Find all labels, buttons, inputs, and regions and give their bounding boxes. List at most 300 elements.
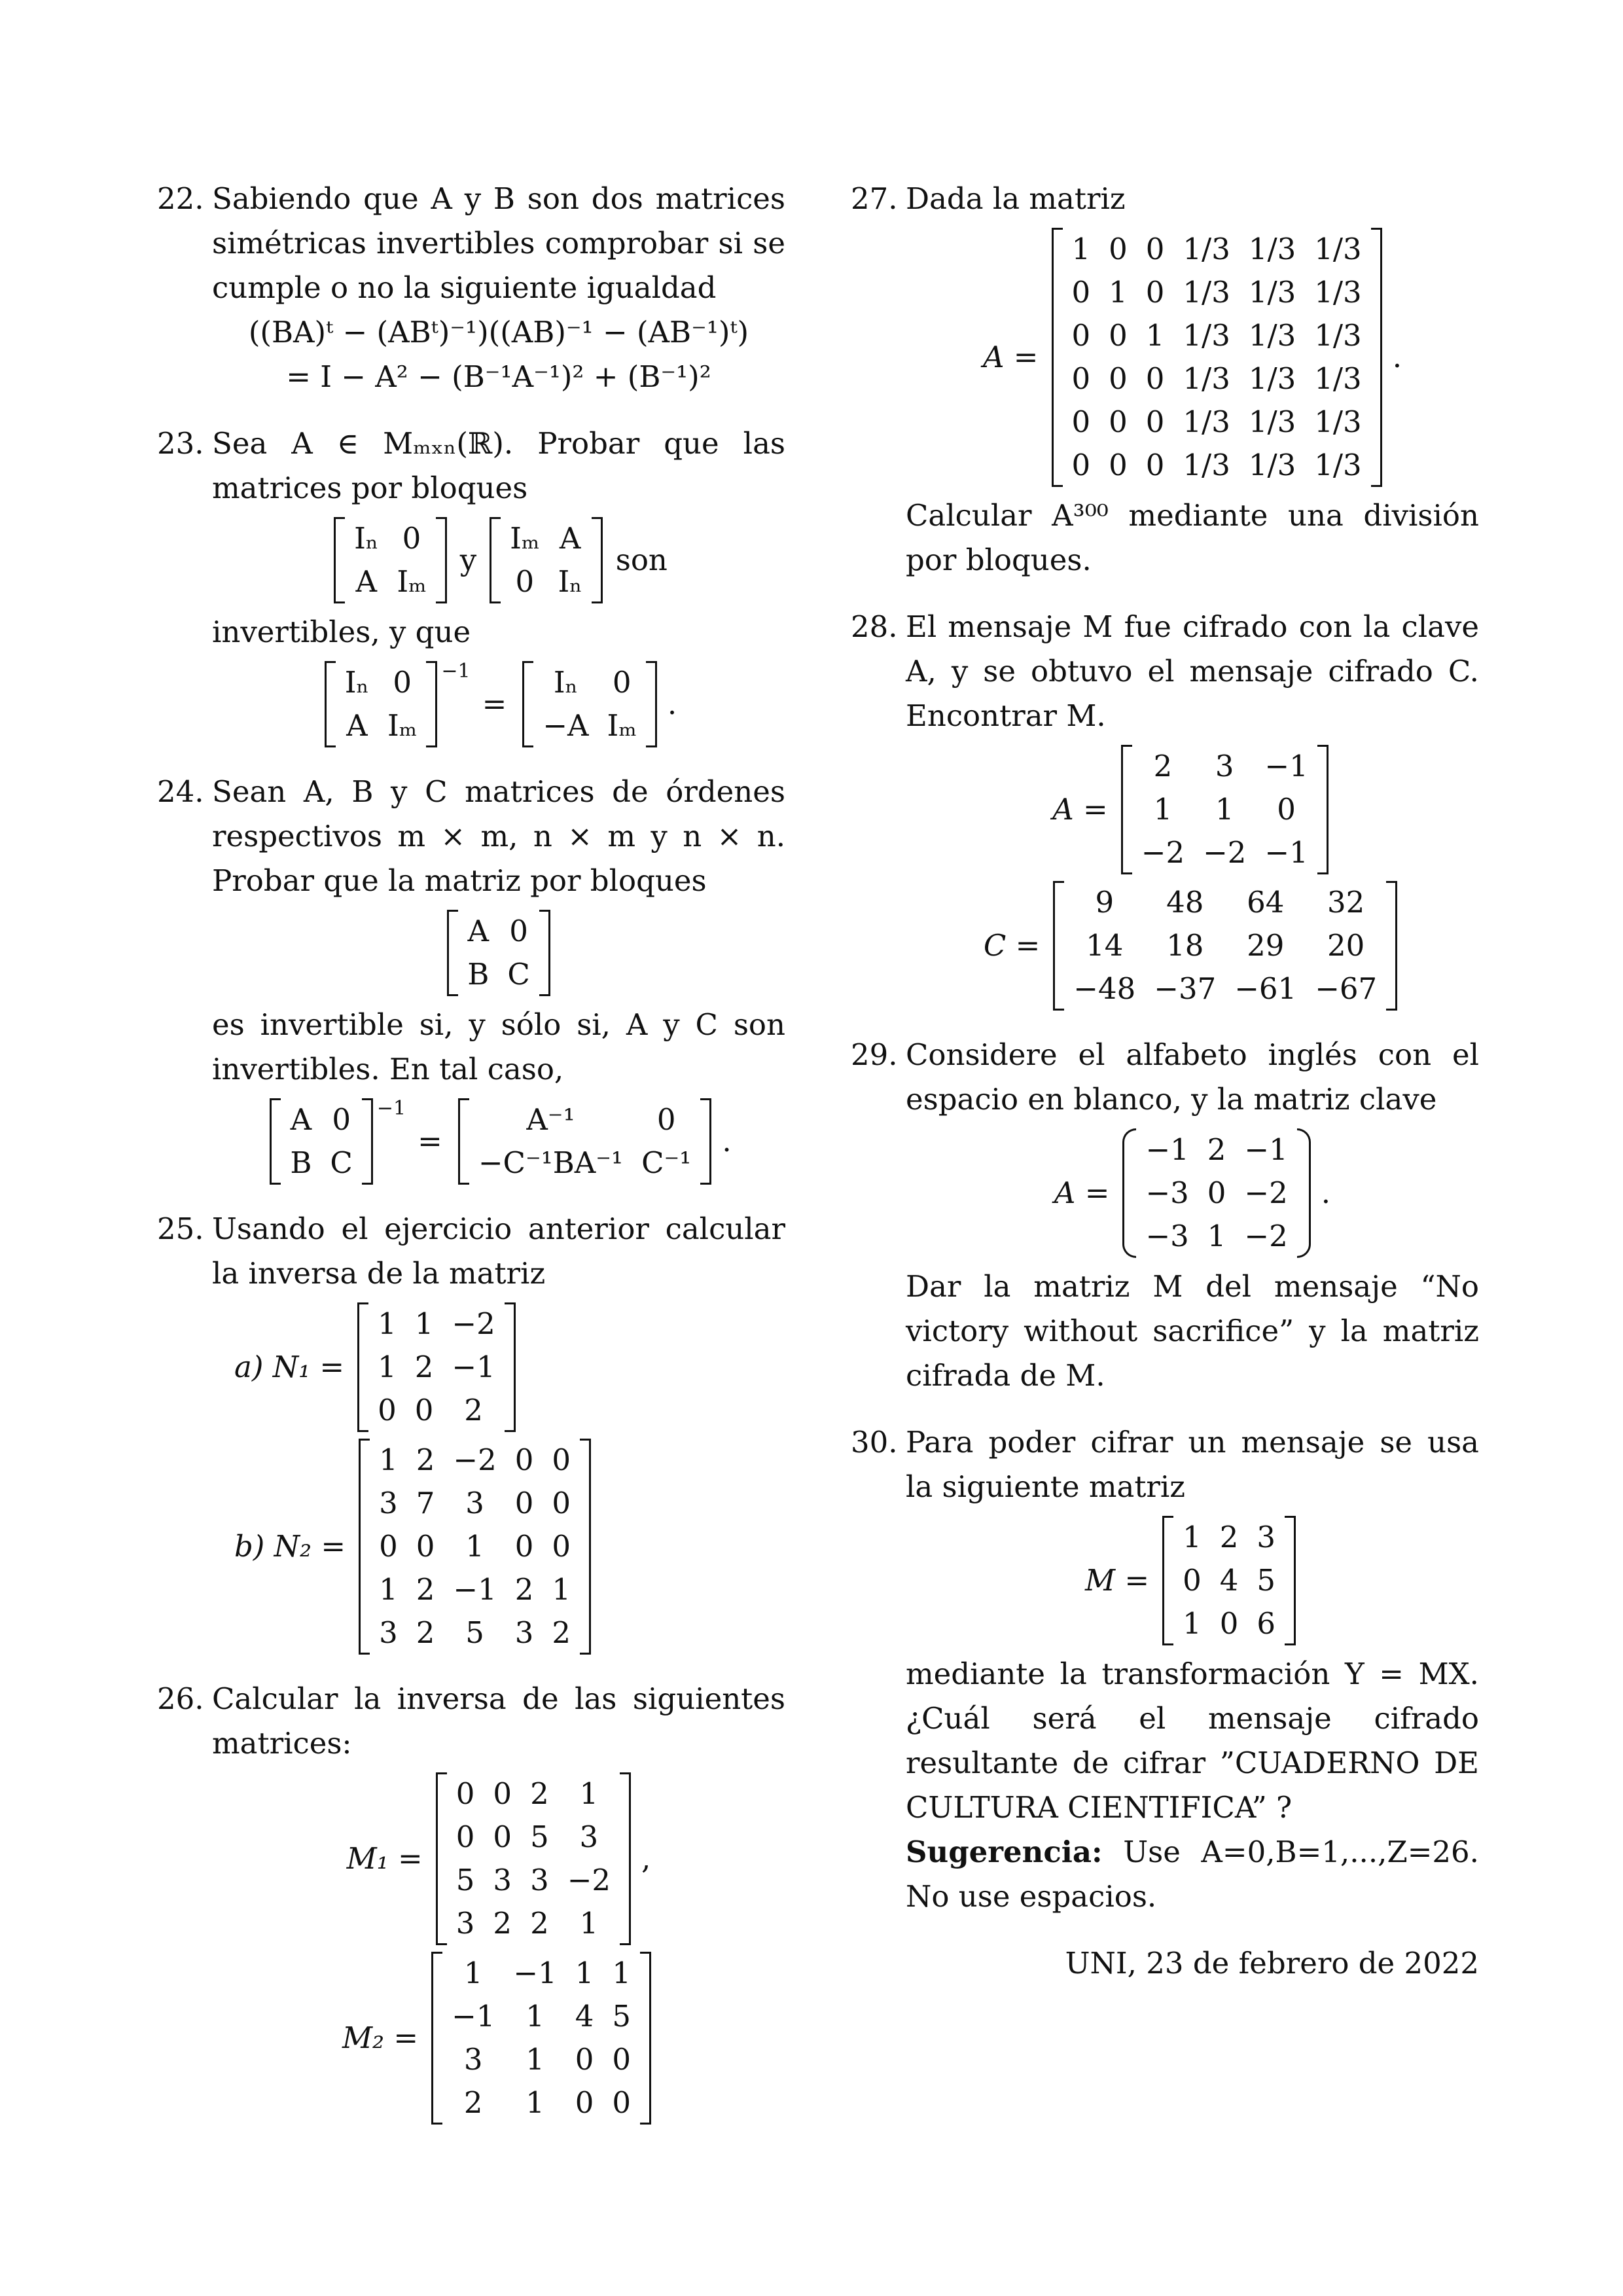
matrix-cell: 0 — [1071, 275, 1091, 310]
matrix-cell: 2 — [414, 1350, 434, 1384]
matrix-row — [368, 1346, 505, 1389]
matrix-cell: 5 — [455, 1863, 475, 1897]
matrix-cell: 3 — [1257, 1520, 1275, 1554]
matrix-a — [906, 1128, 1479, 1258]
matrix-cell: 1/3 — [1248, 361, 1296, 396]
matrix-cell: 0 — [1109, 361, 1128, 396]
matrix-cell: 0 — [1109, 232, 1128, 266]
matrix-grid — [1132, 745, 1317, 874]
matrix-cell: −1 — [453, 1572, 497, 1607]
matrix-row — [1132, 745, 1317, 788]
inverse-equation: Iₙ 0 A Iₘ −1 = Iₙ 0 −A Iₘ . — [212, 661, 785, 747]
equation-line-1: ((BA)ᵗ − (ABᵗ)⁻¹)((AB)⁻¹ − (AB⁻¹)ᵗ) — [248, 315, 749, 350]
matrix-cell: 7 — [416, 1486, 435, 1520]
matrix-cell: 1 — [612, 1956, 632, 1990]
matrix-cell: 6 — [1257, 1606, 1275, 1641]
matrix-cell: 0 — [493, 1820, 512, 1854]
matrix-cell: −A — [543, 708, 589, 743]
problem-number: 28. — [851, 609, 898, 644]
matrix-cell: −1 — [1145, 1132, 1189, 1167]
matrix-cell: 0 — [1109, 318, 1128, 353]
matrix-cell: 1 — [379, 1572, 398, 1607]
matrix-cell: 3 — [455, 1906, 475, 1941]
matrix-cell: Iₘ — [607, 708, 637, 743]
matrix-row — [458, 910, 539, 953]
matrix-cell: −67 — [1315, 971, 1378, 1006]
matrix-cell: 0 — [514, 1443, 534, 1477]
matrix-row — [336, 661, 427, 704]
matrix-cell: 0 — [509, 914, 528, 948]
matrix-cell: 0 — [515, 564, 535, 599]
matrix-cell: 1/3 — [1183, 232, 1230, 266]
matrix-cell: 2 — [1219, 1520, 1239, 1554]
matrix-row — [281, 1098, 362, 1141]
matrix-cell: 0 — [393, 665, 412, 700]
matrix-cell: 20 — [1327, 928, 1365, 963]
hint-label: Sugerencia: — [906, 1835, 1103, 1869]
matrix-cell: 64 — [1247, 885, 1285, 920]
matrix-cell: 3 — [379, 1486, 398, 1520]
matrix-grid — [469, 1098, 701, 1185]
matrix-cell: C — [507, 957, 530, 992]
matrix-cell: A — [290, 1102, 312, 1137]
matrix-m — [906, 1516, 1479, 1645]
matrix-cell: −2 — [452, 1306, 495, 1341]
matrix-cell: 5 — [465, 1615, 484, 1650]
matrix-row — [469, 1141, 701, 1185]
matrix-cell: −C⁻¹BA⁻¹ — [478, 1145, 624, 1180]
matrix-cell: 1/3 — [1314, 275, 1362, 310]
matrix-cell: 1 — [465, 1529, 484, 1564]
matrix-cell: 1 — [1215, 792, 1234, 827]
matrix-cell: 2 — [514, 1572, 534, 1607]
matrix — [522, 661, 657, 747]
matrix-cell: C⁻¹ — [641, 1145, 692, 1180]
matrix-cell: 1/3 — [1314, 232, 1362, 266]
equals-sign: = — [418, 1124, 442, 1158]
matrix-m1 — [212, 1772, 785, 1945]
matrix-cell: 1/3 — [1248, 275, 1296, 310]
matrix-cell: 0 — [612, 2042, 632, 2077]
matrix-cell: 4 — [1219, 1563, 1239, 1598]
footer-date: UNI, 23 de febrero de 2022 — [1065, 1946, 1479, 1981]
matrix-row — [442, 2038, 640, 2081]
matrix-cell: 1/3 — [1314, 318, 1362, 353]
matrix-row — [336, 704, 427, 747]
matrix-cell: 2 — [1153, 749, 1173, 783]
matrix-cell: −1 — [452, 1999, 495, 2034]
matrix-cell: 1 — [526, 2085, 544, 2120]
problem-text: invertibles, y que — [212, 615, 471, 649]
matrix-cell: 0 — [552, 1443, 571, 1477]
problem-number: 30. — [851, 1425, 898, 1460]
matrix-cell: 2 — [530, 1776, 549, 1811]
matrix-cell: 5 — [1257, 1563, 1275, 1598]
matrix-cell: 4 — [575, 1999, 594, 2034]
matrix-label: C = — [983, 928, 1041, 963]
matrix — [490, 517, 603, 603]
problem-27 — [851, 177, 1479, 583]
matrix-cell: 0 — [1145, 448, 1165, 482]
period: . — [667, 687, 677, 721]
problem-22 — [157, 177, 785, 399]
matrix-cell: 1 — [1071, 232, 1091, 266]
matrix-grid — [533, 661, 646, 747]
matrix-cell: A — [467, 914, 490, 948]
matrix-grid — [458, 910, 539, 996]
matrix-grid — [368, 1302, 505, 1432]
matrix — [270, 1098, 373, 1185]
matrix-cell: 0 — [402, 521, 421, 556]
matrix-cell: −37 — [1154, 971, 1217, 1006]
matrix-label: M = — [1084, 1563, 1150, 1598]
matrix-cell: −2 — [453, 1443, 497, 1477]
matrix-label: b) N₂ = — [234, 1529, 346, 1564]
block-matrix-display — [212, 910, 785, 996]
matrix-cell: 0 — [575, 2042, 594, 2077]
matrix-cell: 0 — [1145, 404, 1165, 439]
matrix-label: A = — [1052, 792, 1108, 827]
matrix-cell: Iₙ — [553, 665, 579, 700]
matrix-cell: Iₙ — [558, 564, 582, 599]
matrix-grid — [447, 1772, 620, 1945]
inverse-equation: A 0 B C −1 = A⁻¹ 0 −C⁻¹BA⁻¹ C⁻¹ . — [212, 1098, 785, 1185]
hint-text: Use A=0,B=1,...,Z=26. No use espacios. — [906, 1835, 1479, 1914]
matrix-cell: C — [330, 1145, 353, 1180]
matrix-row — [1136, 1172, 1296, 1215]
problem-text: Sabiendo que A y B son dos matrices simétricas invertibles comprobar si se cumple o no la siguiente igualdad — [212, 181, 785, 305]
matrix-grid — [1063, 228, 1371, 487]
matrix-cell: 18 — [1166, 928, 1204, 963]
matrix-cell: Iₙ — [344, 665, 370, 700]
matrix-row — [370, 1439, 580, 1482]
matrix-cell: 2 — [493, 1906, 512, 1941]
matrix-grid — [1064, 881, 1386, 1011]
matrix-cell: −2 — [1244, 1175, 1288, 1210]
matrix-row — [442, 1952, 640, 1995]
matrix-row — [458, 953, 539, 996]
matrix-cell: 0 — [378, 1393, 397, 1427]
matrix-cell: 1/3 — [1248, 232, 1296, 266]
matrix-row — [447, 1772, 620, 1816]
problem-26 — [157, 1677, 785, 2125]
matrix — [436, 1772, 631, 1945]
comma: , — [641, 1841, 651, 1876]
matrix-row — [442, 2081, 640, 2125]
matrix — [1122, 1128, 1310, 1258]
problem-number: 22. — [157, 181, 204, 216]
matrix-grid — [345, 517, 436, 603]
matrix-cell: 1 — [414, 1306, 434, 1341]
matrix-cell: 3 — [379, 1615, 398, 1650]
matrix-cell: 0 — [1183, 1563, 1202, 1598]
matrix-cell: 1 — [1109, 275, 1128, 310]
matrix-row — [469, 1098, 701, 1141]
matrix-row — [1136, 1215, 1296, 1258]
matrix-label: M₂ = — [342, 2020, 419, 2055]
matrix — [1162, 1516, 1296, 1645]
matrix-cell: 1/3 — [1183, 318, 1230, 353]
matrix-row — [1173, 1602, 1285, 1645]
matrix-n2 — [234, 1439, 785, 1655]
matrix-cell: 0 — [612, 2085, 632, 2120]
matrix-cell: 0 — [552, 1486, 571, 1520]
matrix-cell: 1/3 — [1314, 361, 1362, 396]
matrix-cell: 1/3 — [1183, 404, 1230, 439]
matrix-cell: 1/3 — [1314, 448, 1362, 482]
matrix-row — [533, 704, 646, 747]
matrix — [1121, 745, 1329, 874]
matrix-cell: 0 — [1071, 361, 1091, 396]
matrix-row — [1173, 1516, 1285, 1559]
matrix-row — [501, 517, 592, 560]
period: . — [1392, 340, 1402, 374]
matrix-cell: 5 — [530, 1820, 549, 1854]
matrix-cell: 0 — [416, 1529, 435, 1564]
matrix-row — [533, 661, 646, 704]
matrix-cell: Iₙ — [354, 521, 379, 556]
matrix-cell: 1 — [1153, 792, 1173, 827]
matrix-cell: −2 — [567, 1863, 611, 1897]
problem-number: 26. — [157, 1681, 204, 1716]
matrix-cell: 2 — [552, 1615, 571, 1650]
matrix-cell: 0 — [379, 1529, 398, 1564]
matrix-cell: A — [355, 564, 377, 599]
period: . — [1321, 1175, 1331, 1210]
matrix-cell: 1/3 — [1248, 404, 1296, 439]
matrix-row — [1064, 924, 1386, 967]
equation-line-2: = I − A² − (B⁻¹A⁻¹)² + (B⁻¹)² — [286, 359, 711, 394]
matrix-cell: A — [346, 708, 368, 743]
matrix-cell: 3 — [514, 1615, 534, 1650]
matrix-cell: −1 — [1264, 835, 1308, 870]
matrix-cell: 0 — [414, 1393, 434, 1427]
block-matrices-display — [212, 517, 785, 603]
matrix-cell: 0 — [455, 1776, 475, 1811]
matrix-cell: −1 — [1244, 1132, 1288, 1167]
matrix-cell: 0 — [1071, 448, 1091, 482]
problem-29 — [851, 1033, 1479, 1398]
matrix-cell: 1 — [575, 1956, 594, 1990]
matrix — [458, 1098, 712, 1185]
matrix-cell: 1 — [579, 1776, 599, 1811]
matrix-cell: 1/3 — [1183, 275, 1230, 310]
matrix-cell: 1/3 — [1248, 448, 1296, 482]
problem-text: Usando el ejercicio anterior calcular la inversa de la matriz — [212, 1211, 785, 1291]
problem-text: Calcular la inversa de las siguientes matrices: — [212, 1681, 785, 1761]
matrix-cell: 1 — [1183, 1520, 1202, 1554]
hint — [906, 1830, 1479, 1919]
matrix-label: M₁ = — [346, 1841, 423, 1876]
matrix-row — [370, 1482, 580, 1525]
matrix-cell: −2 — [1141, 835, 1185, 870]
problem-text: Para poder cifrar un mensaje se usa la siguiente matriz — [906, 1425, 1479, 1504]
matrix — [325, 661, 438, 747]
matrix-cell: Iₘ — [387, 708, 418, 743]
matrix-cell: −48 — [1073, 971, 1136, 1006]
conjunction-text: y — [459, 543, 477, 577]
matrix-label: A = — [982, 340, 1039, 374]
matrix-cell: 0 — [552, 1529, 571, 1564]
problem-number: 24. — [157, 774, 204, 809]
matrix-cell: −3 — [1145, 1175, 1189, 1210]
matrix-cell: 0 — [1219, 1606, 1239, 1641]
matrix-cell: −1 — [513, 1956, 557, 1990]
matrix — [357, 1302, 516, 1432]
matrix-row — [501, 560, 592, 603]
matrix-cell: B — [467, 957, 490, 992]
matrix-cell: 0 — [1109, 448, 1128, 482]
matrix — [431, 1952, 651, 2125]
matrix — [334, 517, 447, 603]
matrix-cell: A — [559, 521, 581, 556]
matrix-row — [370, 1611, 580, 1655]
matrix-grid — [370, 1439, 580, 1655]
matrix-row — [368, 1389, 505, 1432]
matrix-cell: −2 — [1244, 1219, 1288, 1253]
matrix-cell: 2 — [463, 2085, 483, 2120]
matrix-cell: 0 — [612, 665, 632, 700]
matrix-cell: 0 — [1277, 792, 1296, 827]
matrix-cell: 0 — [1145, 361, 1165, 396]
matrix — [359, 1439, 591, 1655]
matrix-cell: Iₘ — [397, 564, 427, 599]
matrix-grid — [501, 517, 592, 603]
problem-text: mediante la transformación Y = MX. ¿Cuál será el mensaje cifrado resultante de cifrar ”CUADERNO DE CULTURA CIENTIFICA” ? — [906, 1657, 1479, 1825]
matrix-row — [447, 1859, 620, 1902]
problem-number: 23. — [157, 426, 204, 461]
matrix-cell: A⁻¹ — [526, 1102, 575, 1137]
matrix-row — [1173, 1559, 1285, 1602]
matrix-cell: 3 — [579, 1820, 599, 1854]
problem-text: Considere el alfabeto inglés con el espacio en blanco, y la matriz clave — [906, 1037, 1479, 1117]
matrix-cell: 2 — [416, 1615, 435, 1650]
matrix-cell: 1/3 — [1183, 448, 1230, 482]
matrix-cell: −61 — [1234, 971, 1297, 1006]
matrix-row — [370, 1568, 580, 1611]
matrix-cell: 3 — [530, 1863, 549, 1897]
matrix-cell: 32 — [1327, 885, 1365, 920]
matrix-row — [1063, 271, 1371, 314]
matrix-row — [370, 1525, 580, 1568]
matrix-cell: 29 — [1247, 928, 1285, 963]
matrix-cell: 1 — [1145, 318, 1165, 353]
matrix-cell: 2 — [464, 1393, 483, 1427]
matrix-row — [368, 1302, 505, 1346]
matrix-cell: 0 — [514, 1486, 534, 1520]
matrix-row — [1136, 1128, 1296, 1172]
matrix-row — [442, 1995, 640, 2038]
matrix-row — [1063, 314, 1371, 357]
matrix-label: A = — [1054, 1175, 1110, 1210]
matrix-cell: −1 — [452, 1350, 495, 1384]
matrix-row — [1132, 788, 1317, 831]
matrix-cell: 1 — [526, 1999, 544, 2034]
left-column — [157, 177, 785, 2147]
matrix-cell: 3 — [465, 1486, 484, 1520]
matrix-cell: 5 — [612, 1999, 632, 2034]
matrix-cell: 0 — [455, 1820, 475, 1854]
matrix-cell: 1 — [552, 1572, 571, 1607]
matrix-cell: 0 — [1109, 404, 1128, 439]
problem-text: Sea A ∈ Mₘₓₙ(ℝ). Probar que las matrices por bloques — [212, 426, 785, 505]
matrix-cell: 2 — [530, 1906, 549, 1941]
matrix-cell: 1 — [378, 1350, 397, 1384]
matrix-cell: 0 — [514, 1529, 534, 1564]
matrix-cell: 1 — [463, 1956, 483, 1990]
right-column — [851, 177, 1479, 1986]
matrix — [1052, 228, 1382, 487]
matrix-cell: 1/3 — [1248, 318, 1296, 353]
matrix-cell: 1 — [1207, 1219, 1226, 1253]
problem-text: es invertible si, y sólo si, A y C son invertibles. En tal caso, — [212, 1007, 785, 1086]
matrix-m2 — [212, 1952, 785, 2125]
matrix-grid — [1173, 1516, 1285, 1645]
matrix-cell: 0 — [575, 2085, 594, 2120]
matrix-cell: 0 — [1071, 404, 1091, 439]
matrix-cell: 0 — [1145, 232, 1165, 266]
matrix-row — [1063, 357, 1371, 401]
matrix-a — [906, 228, 1479, 487]
problem-number: 27. — [851, 181, 898, 216]
matrix-a — [906, 745, 1479, 874]
son-text: son — [615, 543, 668, 577]
matrix-row — [447, 1816, 620, 1859]
matrix-cell: B — [290, 1145, 312, 1180]
equals-sign: = — [482, 687, 507, 721]
problem-number: 29. — [851, 1037, 898, 1072]
matrix — [1053, 881, 1397, 1011]
matrix-row — [1063, 444, 1371, 487]
problem-28 — [851, 605, 1479, 1011]
problem-25 — [157, 1207, 785, 1655]
matrix-grid — [442, 1952, 640, 2125]
matrix-cell: 0 — [1071, 318, 1091, 353]
matrix-cell: 1 — [379, 1443, 398, 1477]
matrix-cell: 3 — [493, 1863, 512, 1897]
matrix-label: a) N₁ = — [234, 1350, 345, 1384]
matrix-cell: 1/3 — [1314, 404, 1362, 439]
matrix-row — [1064, 967, 1386, 1011]
matrix-cell: 2 — [416, 1572, 435, 1607]
matrix-cell: 3 — [1215, 749, 1234, 783]
matrix-row — [447, 1902, 620, 1945]
matrix-cell: Iₘ — [510, 521, 540, 556]
matrix-row — [1132, 831, 1317, 874]
matrix-cell: 1/3 — [1183, 361, 1230, 396]
matrix-cell: 14 — [1086, 928, 1124, 963]
matrix-cell: 3 — [463, 2042, 483, 2077]
period: . — [722, 1124, 732, 1158]
problem-text: Dar la matriz M del mensaje “No victory without sacrifice” y la matriz cifrada de M. — [906, 1269, 1479, 1393]
matrix-cell: 0 — [656, 1102, 676, 1137]
matrix-cell: 9 — [1095, 885, 1115, 920]
matrix-row — [345, 517, 436, 560]
matrix-row — [1063, 401, 1371, 444]
matrix-cell: 0 — [493, 1776, 512, 1811]
matrix-cell: 2 — [416, 1443, 435, 1477]
matrix-row — [1063, 228, 1371, 271]
problem-text: Calcular A³⁰⁰ mediante una división por bloques. — [906, 498, 1479, 577]
matrix-cell: −3 — [1145, 1219, 1189, 1253]
matrix-cell: 0 — [1207, 1175, 1226, 1210]
matrix-cell: 0 — [332, 1102, 351, 1137]
matrix-cell: −2 — [1203, 835, 1247, 870]
matrix-n1 — [234, 1302, 785, 1432]
matrix — [447, 910, 550, 996]
problem-text: El mensaje M fue cifrado con la clave A, y se obtuvo el mensaje cifrado C. Encontrar M. — [906, 609, 1479, 733]
matrix-row — [345, 560, 436, 603]
